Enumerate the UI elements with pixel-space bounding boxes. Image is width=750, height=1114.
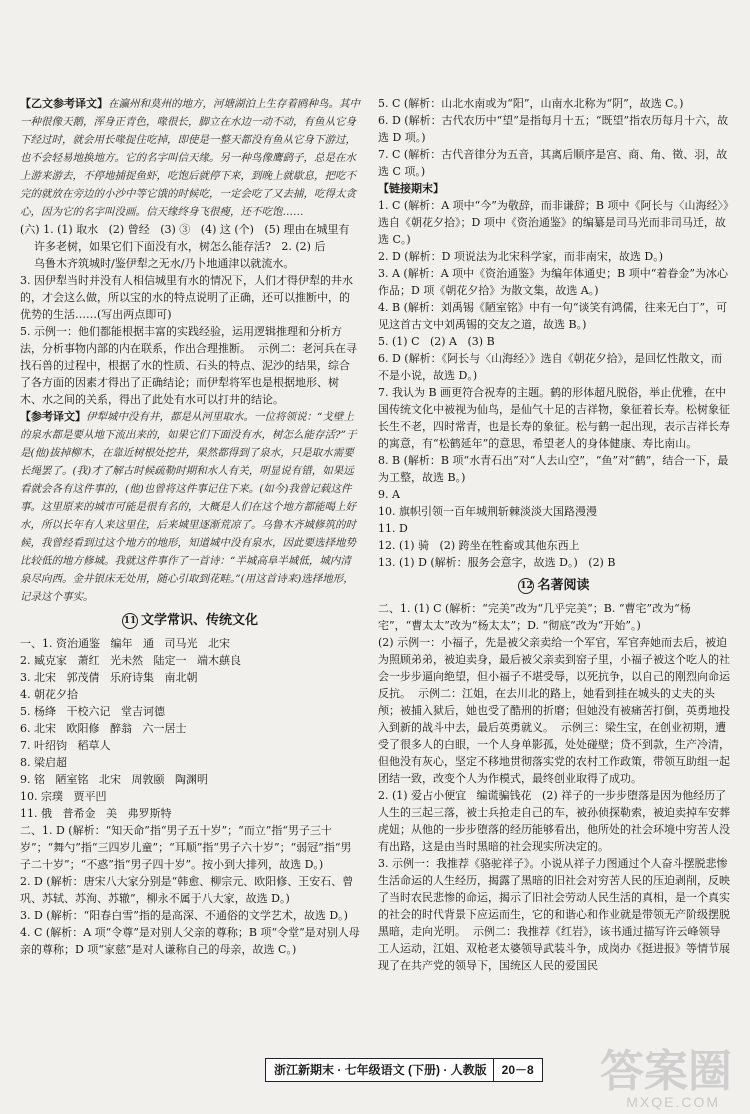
section-number-badge: 12 (518, 578, 534, 594)
list-item: 10. 宗璞 贾平凹 (20, 790, 107, 803)
list-item: 3. D (解析：“阳春白雪”指的是高深、不通俗的文学艺术，故选 D。) (20, 909, 348, 922)
footer-label (265, 1058, 543, 1082)
list-item: 2. D (解析：D 项说法为北宋科学家，而非南宋，故选 D。) (378, 250, 664, 263)
list-item: 6. 北宋 欧阳修 醉翁 六一居士 (20, 722, 187, 735)
list-item: 8. 梁启超 (20, 756, 67, 769)
watermark-url: MXQE.COM (626, 1094, 720, 1110)
reference-text: 伊犁城中没有井，都是从河里取水。一位将领说：“戈壁上的泉水都是要从地下流出来的，如果它们下面没有水，树怎么能存活?”于是(他)拔掉柳木，在靠近树根处挖井，果然都得到了泉水，只是取水需要长绳罢了。(我)才了解古时候疏勒时期和水人有关，明显说有错，如果远看就会各有这件事的，(他)也曾将这件事记住下来。(如今)我曾记载这件事。这里原来的城市可能是很有名的，大概是人们在这个地方都能喝上好水，所以长年有人来这里住，后来城里逐渐荒凉了。乌鲁木齐城修筑的时候，我曾经看到过这个地方的地形，知道城中没有泉水，因此要选择地势比较低的地方修城。我就这件事作了一首诗：“半城高阜半城低，城内清泉尽向西。金井银床无处用，随心引取到花畦。”(用这首诗来)选择地形，记录这个事实。 (20, 411, 357, 603)
list-item: 1. C (解析：A 项中“今”为敬辞，而非谦辞；B 项中《阿长与〈山海经〉》选自《朝花夕拾》；D 项中《资治通鉴》的编纂是司马光而非司马迁，故选 C。) (378, 199, 729, 246)
list-item: 二、1. D (解析：“知天命”指“男子五十岁”；“而立”指“男子三十岁”；“舞勺”指“三四岁儿童”；“耳顺”指“男子六十岁”；“弱冠”指“男子二十岁”；“不惑”指“男子四十岁”。按小到大排列，故选 D。) (20, 824, 352, 871)
list-item: 3. A (解析：A 项中《资治通鉴》为编年体通史；B 项中“着眷金”为冰心作品；D 项《朝花夕拾》为散文集，故选 A。) (378, 267, 728, 297)
link-answers (378, 197, 730, 571)
classics-answers (378, 600, 730, 974)
list-item: 3. 示例一：我推荐《骆驼祥子》。小说从祥子力图通过个人奋斗摆脱悲惨生活命运的人生经历，揭露了黑暗的旧社会对穷苦人民的压迫剥削，反映了当时农民悲惨的命运，揭示了旧社会劳动人民生活的真相，是一个真实的社会的时代背景下应运而生，它的和谐心和作业就是带领无产阶级摆脱黑暗，走向光明。 示例二：我推荐《红岩》，该书通过描写许云峰领导工人运动，江姐、双枪老太婆领导武装斗争，成岗办《挺进报》等情节展现了在共产党的领导下，国统区人民的爱国民 (378, 857, 730, 972)
list-item: (2) 示例一：小福子，先是被父亲卖给一个军官，军官奔她而去后，被迫为照顾弟弟，被迫卖身，最后被父亲卖到窑子里，小福子被这个吃人的社会一步步逼向绝望，但小福子不堪受辱，以死抗争，以自己的刚烈向命运反抗。 示例二：江姐，在去川北的路上，她看到挂在城头的丈夫的头颅；被捕入狱后，她也受了酷刑的折磨；但她没有被痛苦打倒，英勇地投入到新的战斗中去，最后英勇就义。 示例三：梁生宝，在创业初期，遭受了很多人的白眼，一个人身单影孤，处处碰壁；贷不到款，生产冷清，但他没有灰心，坚定不移地贯彻落实党的农村工作政策，带领互助组一起团结一致，改变个人为作模式，最终创业取得了成功。 (378, 636, 730, 785)
list-item: 4. B (解析：刘禹锡《陋室铭》中有一句“谈笑有鸿儒，往来无白丁”，可见这首古文中刘禹锡的交友之道，故选 B。) (378, 301, 728, 331)
list-item: 4. C (解析：A 项“令尊”是对别人父亲的尊称；B 项“令堂”是对别人母亲的尊称；D 项“家慈”是对人谦称自己的母亲，故选 C。) (20, 926, 360, 956)
left-column (20, 95, 360, 958)
q6-line: 乌鲁木齐筑城时/鉴伊犁之无水/乃卜地通津以就流水。 (20, 257, 295, 270)
q6-line: (六) 1. (1) 取水 (2) 曾经 (3) ③ (4) 这 (个) (5) 理由在城里有 (20, 223, 350, 236)
section-title-text: 文学常识、传统文化 (140, 613, 258, 628)
list-item: 7. 我认为 B 画更符合祝寿的主题。鹤的形体超凡脱俗，举止优雅，在中国传统文化中被视为仙鸟，是仙气十足的吉祥物，象征着长寿。松树象征长生不老，四时常青，也是长寿的象征。松与鹤一起出现，表示吉祥长寿的寓意，有“松鹤延年”的意思，希望老人的身体健康、寿比南山。 (378, 386, 730, 450)
list-item: 5. 杨绛 干校六记 堂吉诃德 (20, 705, 165, 718)
link-heading: 【链接期末】 (378, 182, 444, 195)
list-item: 2. 臧克家 萧红 光未然 陆定一 端木蕻良 (20, 654, 241, 667)
list-item: 7. C (解析：古代音律分为五音，其离后顺序是宫、商、角、徵、羽，故选 C 项。) (378, 148, 728, 178)
q6-line: 许多老树，如果它们下面没有水，树怎么能存活? 2. (2) 后 (20, 240, 326, 253)
list-item: 10. 旗帜引领一百年城荆斩棘淡淡大国路漫漫 (378, 505, 597, 518)
watermark-logo: 答案圈 (600, 1047, 732, 1096)
reference-heading: 【参考译文】 (20, 410, 86, 423)
literature-list (20, 635, 360, 822)
q6-block (20, 221, 360, 408)
list-item: 11. 俄 普希金 美 弗罗斯特 (20, 807, 172, 820)
list-item: 一、1. 资治通鉴 编年 通 司马光 北宋 (20, 637, 230, 650)
top-answers (378, 95, 730, 180)
list-item: 二、1. (1) C (解析：“完美”改为“几乎完美”；B. “曹宅”改为“杨宅”，“曹太太”改为“杨太太”；D. “彻底”改为“开始”。) (378, 602, 691, 632)
list-item: 11. D (378, 522, 408, 535)
book-title: 浙江新期末 · 七年级语文 (下册) · 人教版 (274, 1063, 487, 1077)
translation-paragraph (20, 95, 360, 221)
section-11-title (20, 612, 360, 629)
list-item: 6. D (解析：古代农历中“望”是指每月十五；“既望”指农历每月十六，故选 D 项。) (378, 114, 729, 144)
q6-line: 3. 因伊犁当时并没有人相信城里有水的情况下，人们才得伊犁的井水的，才会这么做，所以宝的水的特点说明了正确，还可以推断中，的优势的生活……(写出两点即可) (20, 274, 353, 321)
list-item: 13. (1) D (解析：服务会意字，故选 D。) (2) B (378, 556, 616, 569)
list-item: 5. C (解析：山北水南或为“阳”，山南水北称为“阴”，故选 C。) (378, 97, 684, 110)
list-item: 6. D (解析：《阿长与〈山海经〉》选自《朝花夕拾》，是回忆性散文，而不是小说，故选 D。) (378, 352, 723, 382)
translation-text: 在瀛州和莫州的地方，河塘湖泊上生存着鸥种鸟。其中一种很像天鹅，浑身正青色，喙很长，脚立在水边一动不动，有鱼从它身下经过时，就会用长喙捉住吃掉，即使是一整天都没有鱼从它身下游过，也不会轻易地换地方。它的名字叫信天缘。另一种鸟像鹰鹞子，总是在水上游来游去，不停地捕捉鱼虾，吃饱后就停下来，到晚上就歇息，把吃不完的就放在旁边的小沙中等它饿的时候吃，一定会吃了又去捕，吃得太贪心，因为它的名字叫没画。信天缘终身飞很瘦，还不吃饱…… (20, 98, 360, 218)
part-two-list (20, 822, 360, 958)
section-title-text: 名著阅读 (537, 578, 590, 593)
list-item: 2. (1) 爱占小便宜 编谎骗钱花 (2) 祥子的一步步堕落是因为他经历了人生的三起三落，被士兵抢走自己的车，被孙侦探勒索，被迫卖掉车安葬虎妞；从他的一步步堕落的经历能够看出，他所处的社会环境中穷苦人没有出路，这是由当时黑暗的社会现实所决定的。 (378, 789, 730, 853)
section-12-title (378, 577, 730, 594)
list-item: 3. 北宋 郭茂倩 乐府诗集 南北朝 (20, 671, 198, 684)
q6-line: 5. 示例一：他们都能根据丰富的实践经验，运用逻辑推理和分析方法，分析事物内部的内在联系，作出合理推断。 示例二：老河兵在寻找石兽的过程中，根据了水的性质、石头的特点、泥沙的结果，综合了各方面的因素才得出了正确结论；而伊犁将军也是根据地形、树木、水之间的关系，得出了此处有水可以打井的结论。 (20, 325, 357, 406)
reference-paragraph (20, 408, 360, 606)
translation-heading: 【乙文参考译文】 (20, 97, 108, 110)
page-number: 20－8 (493, 1059, 534, 1081)
section-number-badge: 11 (122, 613, 138, 629)
list-item: 8. B (解析：B 项“水青石出”对“人去山空”，“鱼”对“鹤”，结合一下，最为工整，故选 B。) (378, 454, 729, 484)
list-item: 4. 朝花夕拾 (20, 688, 78, 701)
list-item: 9. 铭 陋室铭 北宋 周敦颐 陶渊明 (20, 773, 208, 786)
list-item: 7. 叶绍钧 稻草人 (20, 739, 111, 752)
list-item: 12. (1) 骑 (2) 跨坐在牲畜或其他东西上 (378, 539, 580, 552)
right-column (378, 95, 730, 974)
list-item: 2. D (解析：唐宋八大家分别是“韩愈、柳宗元、欧阳修、王安石、曾巩、苏轼、苏洵、苏辙”，柳永不属于八大家，故选 D。) (20, 875, 354, 905)
list-item: 9. A (378, 488, 400, 501)
list-item: 5. (1) C (2) A (3) B (378, 335, 495, 348)
